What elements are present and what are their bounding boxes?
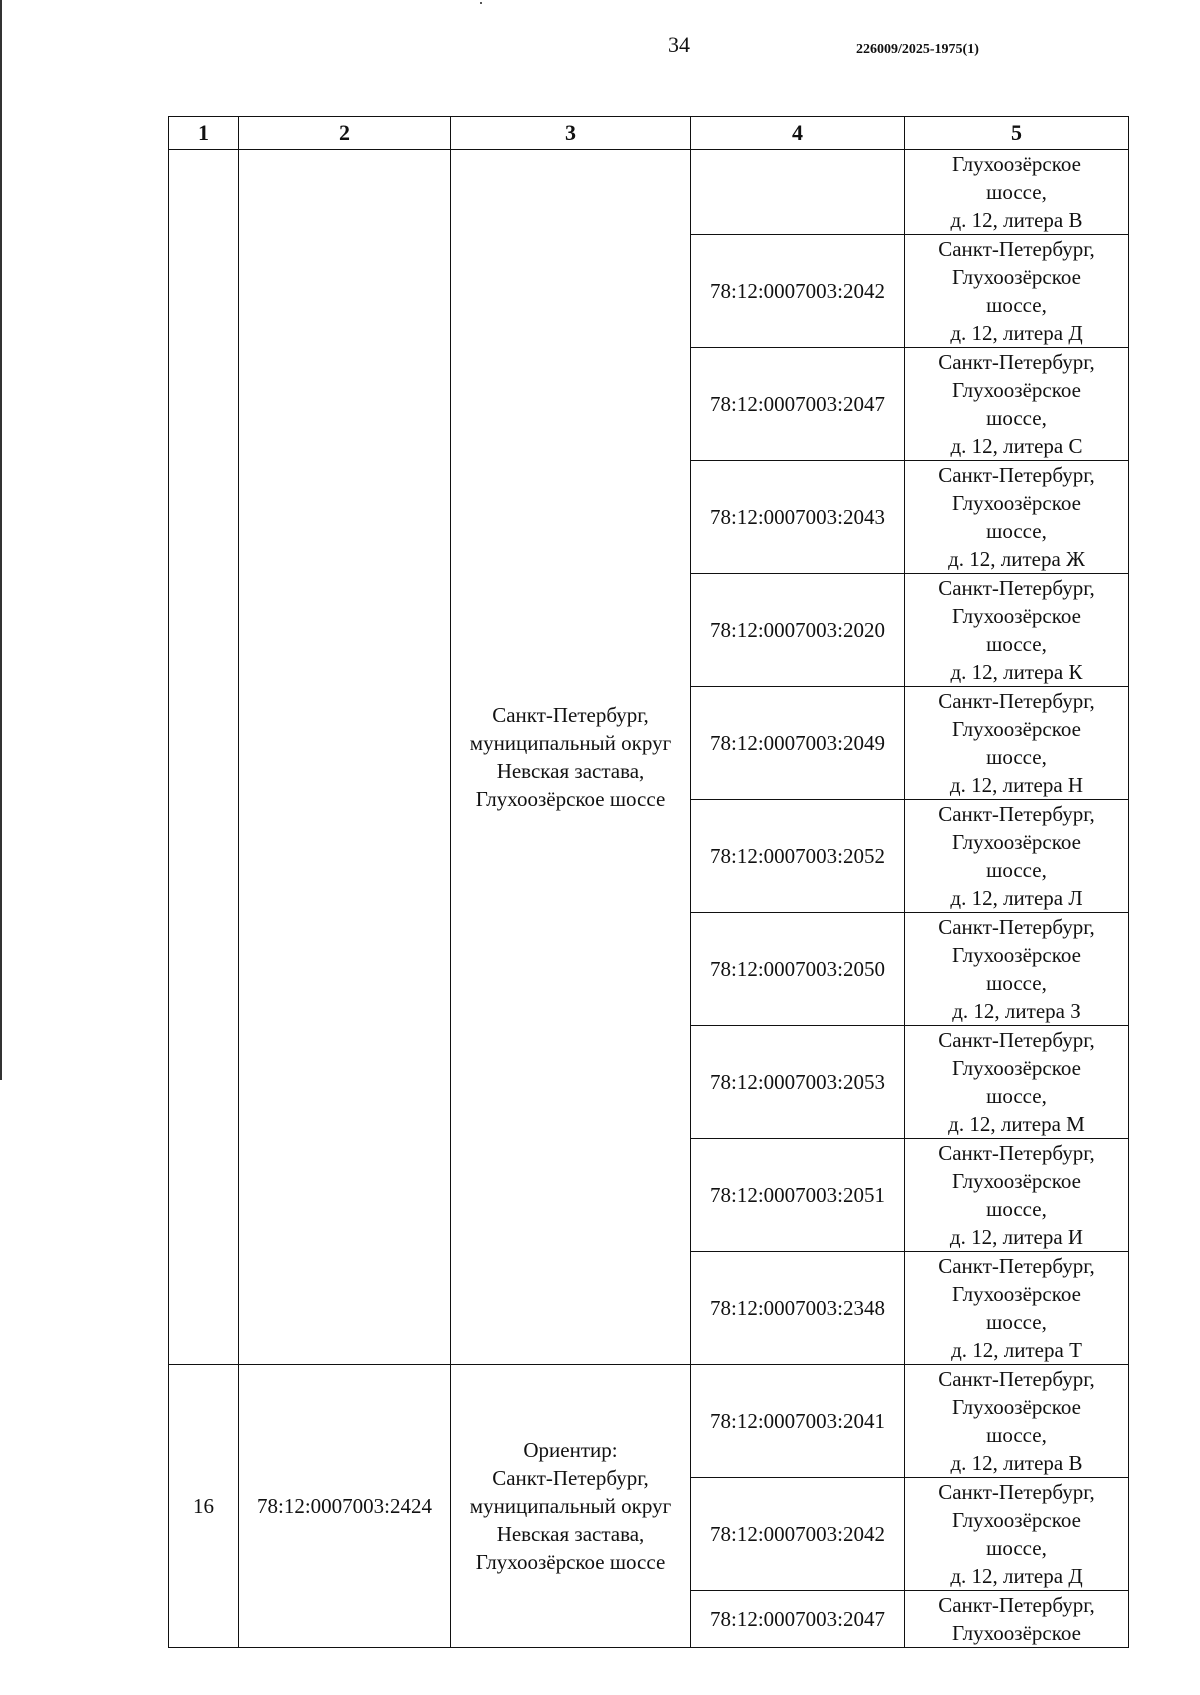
column-header: 2 — [239, 117, 451, 150]
building-cadastral-cell: 78:12:0007003:2047 — [691, 348, 905, 461]
table-row — [169, 1365, 1129, 1478]
address-line: шоссе, — [986, 1423, 1047, 1447]
address-cell — [905, 461, 1129, 574]
building-cadastral-cell: 78:12:0007003:2049 — [691, 687, 905, 800]
location-line: Невская застава, — [496, 759, 645, 783]
page-number: 34 — [668, 32, 690, 57]
address-cell — [905, 1478, 1129, 1591]
address-lines — [909, 1478, 1124, 1590]
address-line: Глухоозёрское — [952, 152, 1081, 176]
address-line: Санкт-Петербург, — [938, 1141, 1095, 1165]
scan-edge-line — [0, 0, 2, 1080]
column-header: 4 — [691, 117, 905, 150]
address-lines — [909, 574, 1124, 686]
address-cell — [905, 1139, 1129, 1252]
building-cadastral-cell: 78:12:0007003:2020 — [691, 574, 905, 687]
address-cell — [905, 348, 1129, 461]
address-line: Санкт-Петербург, — [938, 463, 1095, 487]
address-line: д. 12, литера В — [950, 1451, 1083, 1475]
address-line: Глухоозёрское — [952, 1621, 1081, 1645]
column-header: 1 — [169, 117, 239, 150]
location-line: Санкт-Петербург, — [492, 703, 649, 727]
address-line: шоссе, — [986, 1310, 1047, 1334]
address-lines — [909, 461, 1124, 573]
address-line: д. 12, литера З — [952, 999, 1081, 1023]
address-cell — [905, 1591, 1129, 1648]
address-line: шоссе, — [986, 858, 1047, 882]
building-cadastral-cell: 78:12:0007003:2052 — [691, 800, 905, 913]
address-line: Санкт-Петербург, — [938, 576, 1095, 600]
address-lines — [909, 348, 1124, 460]
table-header-row — [169, 117, 1129, 150]
building-cadastral-cell — [691, 150, 905, 235]
address-line: Глухоозёрское — [952, 604, 1081, 628]
address-line: шоссе, — [986, 293, 1047, 317]
building-cadastral-cell: 78:12:0007003:2348 — [691, 1252, 905, 1365]
address-line: Санкт-Петербург, — [938, 1028, 1095, 1052]
address-line: д. 12, литера М — [948, 1112, 1085, 1136]
address-line: д. 12, литера С — [950, 434, 1083, 458]
address-line: Глухоозёрское — [952, 830, 1081, 854]
address-line: шоссе, — [986, 519, 1047, 543]
address-line: шоссе, — [986, 1084, 1047, 1108]
address-line: Глухоозёрское — [952, 943, 1081, 967]
address-line: д. 12, литера В — [950, 208, 1083, 232]
address-line: Санкт-Петербург, — [938, 1480, 1095, 1504]
address-cell — [905, 913, 1129, 1026]
address-line: Санкт-Петербург, — [938, 1254, 1095, 1278]
building-cadastral-cell: 78:12:0007003:2043 — [691, 461, 905, 574]
address-lines — [909, 1026, 1124, 1138]
address-line: д. 12, литера К — [950, 660, 1083, 684]
address-lines — [909, 1365, 1124, 1477]
address-lines — [909, 913, 1124, 1025]
address-lines — [909, 235, 1124, 347]
address-lines — [909, 687, 1124, 799]
building-cadastral-cell: 78:12:0007003:2041 — [691, 1365, 905, 1478]
address-lines — [909, 150, 1124, 234]
table-row — [169, 150, 1129, 235]
address-line: шоссе, — [986, 180, 1047, 204]
address-line: д. 12, литера Л — [950, 886, 1083, 910]
address-line: Глухоозёрское — [952, 1282, 1081, 1306]
location-line: муниципальный округ — [469, 1494, 672, 1518]
address-line: Санкт-Петербург, — [938, 1593, 1095, 1617]
address-line: д. 12, литера Д — [950, 1564, 1083, 1588]
address-line: шоссе, — [986, 745, 1047, 769]
address-lines — [909, 800, 1124, 912]
address-cell — [905, 235, 1129, 348]
address-line: шоссе, — [986, 632, 1047, 656]
address-cell — [905, 1252, 1129, 1365]
parcel-cadastral-cell: 78:12:0007003:2424 — [239, 1365, 451, 1648]
address-line: д. 12, литера Н — [949, 773, 1084, 797]
location-cell — [451, 150, 691, 1365]
address-cell — [905, 150, 1129, 235]
row-number-cell: 16 — [169, 1365, 239, 1648]
address-line: Глухоозёрское — [952, 1395, 1081, 1419]
address-line: Глухоозёрское — [952, 491, 1081, 515]
address-line: Санкт-Петербург, — [938, 350, 1095, 374]
address-line: Глухоозёрское — [952, 1056, 1081, 1080]
address-line: шоссе, — [986, 406, 1047, 430]
address-cell — [905, 687, 1129, 800]
address-lines — [909, 1139, 1124, 1251]
building-cadastral-cell: 78:12:0007003:2047 — [691, 1591, 905, 1648]
column-header: 5 — [905, 117, 1129, 150]
register-table — [168, 116, 1129, 1648]
address-line: шоссе, — [986, 1536, 1047, 1560]
address-cell — [905, 800, 1129, 913]
location-line: Ориентир: — [523, 1438, 618, 1462]
address-line: Санкт-Петербург, — [938, 915, 1095, 939]
address-lines — [909, 1591, 1124, 1647]
table-body — [169, 150, 1129, 1648]
address-cell — [905, 574, 1129, 687]
address-line: Глухоозёрское — [952, 378, 1081, 402]
building-cadastral-cell: 78:12:0007003:2042 — [691, 1478, 905, 1591]
location-line: Санкт-Петербург, — [492, 1466, 649, 1490]
address-line: Глухоозёрское — [952, 1169, 1081, 1193]
row-number-cell — [169, 150, 239, 1365]
address-line: шоссе, — [986, 1197, 1047, 1221]
address-line: д. 12, литера И — [949, 1225, 1084, 1249]
building-cadastral-cell: 78:12:0007003:2042 — [691, 235, 905, 348]
address-line: д. 12, литера Т — [951, 1338, 1082, 1362]
address-line: Санкт-Петербург, — [938, 802, 1095, 826]
location-line: муниципальный округ — [469, 731, 672, 755]
address-line: Санкт-Петербург, — [938, 237, 1095, 261]
building-cadastral-cell: 78:12:0007003:2050 — [691, 913, 905, 1026]
address-lines — [909, 1252, 1124, 1364]
address-line: Глухоозёрское — [952, 717, 1081, 741]
address-line: Глухоозёрское — [952, 265, 1081, 289]
location-cell — [451, 1365, 691, 1648]
address-line: Санкт-Петербург, — [938, 1367, 1095, 1391]
parcel-cadastral-cell — [239, 150, 451, 1365]
building-cadastral-cell: 78:12:0007003:2053 — [691, 1026, 905, 1139]
building-cadastral-cell: 78:12:0007003:2051 — [691, 1139, 905, 1252]
scan-speck — [480, 2, 482, 4]
document-number: 226009/2025-1975(1) — [856, 42, 979, 57]
address-line: д. 12, литера Д — [950, 321, 1083, 345]
address-line: Санкт-Петербург, — [938, 689, 1095, 713]
column-header: 3 — [451, 117, 691, 150]
address-line: д. 12, литера Ж — [948, 547, 1085, 571]
location-line: Глухоозёрское шоссе — [475, 1550, 666, 1574]
location-line: Невская застава, — [496, 1522, 645, 1546]
address-line: Глухоозёрское — [952, 1508, 1081, 1532]
address-line: шоссе, — [986, 971, 1047, 995]
address-cell — [905, 1026, 1129, 1139]
address-cell — [905, 1365, 1129, 1478]
location-line: Глухоозёрское шоссе — [475, 787, 666, 811]
